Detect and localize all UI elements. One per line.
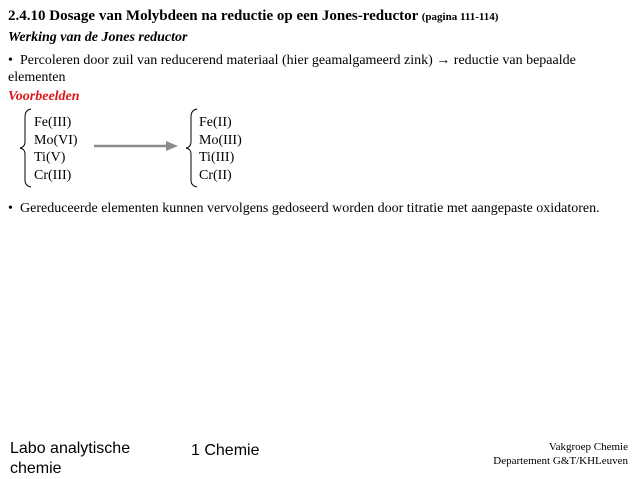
- bullet-gereduceerde-text: Gereduceerde elementen kunnen vervolgens gedoseerd worden door titratie met aangepaste oxidatoren.: [20, 201, 600, 216]
- bullet-percoleren-text: Percoleren door zuil van reducerend materiaal (hier geamalgameerd zink) → reductie van bepaalde elementen: [8, 53, 576, 85]
- bullet-gereduceerde: [8, 201, 600, 217]
- reaction-arrow-head-icon: [166, 141, 178, 151]
- species-item: Ti(III): [199, 150, 235, 165]
- footer-department-line2: Departement G&T/KHLeuven: [493, 455, 628, 467]
- right-brace-icon: [186, 109, 197, 187]
- species-item: Cr(II): [199, 167, 232, 183]
- bullet-marker: •: [8, 201, 13, 216]
- species-item: Cr(III): [34, 167, 72, 183]
- examples-label: Voorbeelden: [8, 89, 80, 104]
- footer-department: [493, 440, 628, 468]
- footer-course-line2: chemie: [10, 460, 62, 477]
- footer-department-line1: Vakgroep Chemie: [548, 441, 628, 453]
- slide-title-pages: (pagina 111-114): [421, 11, 499, 23]
- species-item: Mo(III): [199, 132, 242, 148]
- species-item: Fe(II): [199, 115, 232, 130]
- footer-course: [10, 439, 160, 479]
- species-item: Ti(V): [34, 150, 66, 165]
- slide-title-text: 2.4.10 Dosage van Molybdeen na reductie op een Jones-reductor: [8, 8, 418, 24]
- bullet-marker: •: [8, 53, 13, 68]
- section-subtitle: Werking van de Jones reductor: [8, 30, 188, 45]
- footer-page-label: 1 Chemie: [191, 442, 260, 459]
- left-brace-icon: [20, 109, 31, 187]
- species-item: Mo(VI): [34, 132, 78, 148]
- footer-course-line1: Labo analytische: [10, 440, 131, 457]
- species-item: Fe(III): [34, 115, 72, 130]
